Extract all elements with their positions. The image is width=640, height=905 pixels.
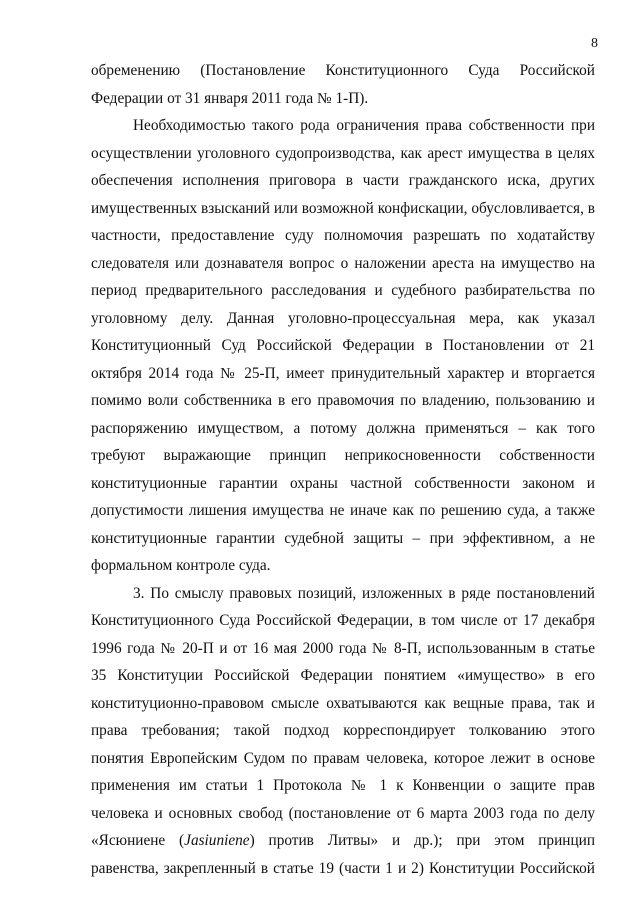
text-line: конституционно-правовом смысле охватываются как вещные права, так и (91, 694, 595, 712)
text-line: следователя или дознавателя вопрос о наложении ареста на имущество на (91, 254, 595, 272)
text-line: 3. По смыслу правовых позиций, изложенных в ряде постановлений (133, 584, 595, 602)
text-line: права требования; такой подход корреспондирует толкованию этого (91, 722, 595, 739)
text-line: допустимости лишения имущества не иначе как по решению суда, а также (91, 502, 595, 519)
text-line: период предварительного расследования и судебного разбирательства по (91, 282, 595, 299)
text-line: распоряжению имуществом, а потому должна применяться – как того (91, 419, 595, 437)
text-line: 35 Конституции Российской Федерации понятием «имущество» в его (91, 667, 595, 684)
text-line: помимо воли собственника в его правомочия по владению, пользованию и (91, 392, 595, 409)
text-line: применения им статьи 1 Протокола № 1 к Конвенции о защите прав (91, 777, 595, 794)
text-line: конституционные гарантии судебной защиты – при эффективном, а не (91, 529, 595, 547)
text-line: равенства, закрепленный в статье 19 (части 1 и 2) Конституции Российской (91, 859, 595, 877)
text-line: обеспечения исполнения приговора в части гражданского иска, других (91, 172, 595, 189)
text-line: требуют выражающие принцип неприкосновенности собственности (91, 447, 595, 464)
text-line: осуществлении уголовного судопроизводства, как арест имущества в целях (91, 144, 595, 162)
text-line: формальном контроле суда. (91, 557, 271, 574)
text-line: частности, предоставление суду полномочия разрешать по ходатайству (91, 227, 595, 244)
italic-name: Jasiuniene (184, 832, 250, 849)
text-line: понятия Европейским Судом по правам человека, которое лежит в основе (91, 749, 595, 767)
text-line: человека и основных свобод (постановление от 6 марта 2003 года по делу (91, 804, 595, 822)
text-line: Федерации от 31 января 2011 года № 1-П). (91, 89, 369, 107)
body-text (91, 57, 595, 882)
text-line (91, 827, 595, 855)
text-segment: ) против Литвы» и др.); при этом принцип (249, 832, 596, 849)
text-line: обременению (Постановление Конституционного Суда Российской (91, 62, 595, 79)
text-line: Конституционный Суд Российской Федерации в Постановлении от 21 (91, 337, 595, 354)
text-line: уголовному делу. Данная уголовно-процессуальная мера, как указал (91, 309, 595, 327)
text-line: Необходимостью такого рода ограничения права собственности при (133, 117, 595, 134)
text-line: Конституционного Суда Российской Федерации, в том числе от 17 декабря (91, 612, 595, 629)
text-line: конституционные гарантии охраны частной собственности законом и (91, 474, 595, 492)
text-line: октября 2014 года № 25-П, имеет принудительный характер и вторгается (91, 364, 595, 382)
text-line: 1996 года № 20-П и от 16 мая 2000 года № 8-П, использованным в статье (91, 639, 595, 657)
page-number: 8 (591, 36, 598, 51)
text-line: имущественных взысканий или возможной конфискации, обусловливается, в (91, 199, 595, 217)
text-segment: «Ясюниене ( (91, 832, 185, 849)
